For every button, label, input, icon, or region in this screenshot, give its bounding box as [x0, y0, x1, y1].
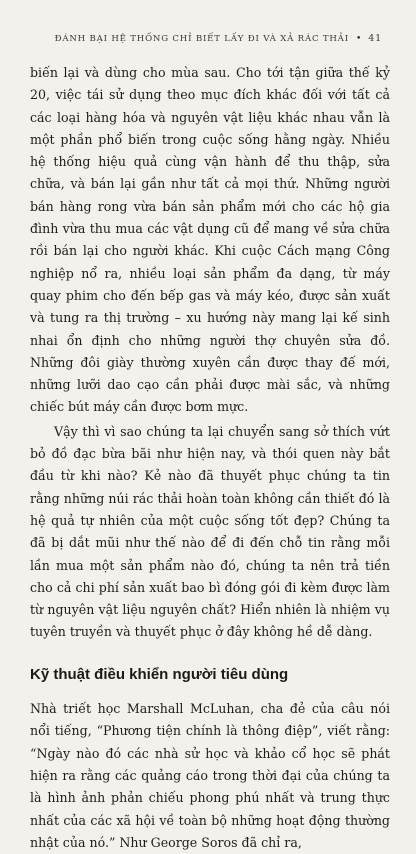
paragraph-continued: biến lại và dùng cho mùa sau. Cho tới tận giữa thế kỷ 20, việc tái sử dụng theo mục đích khác đối với tất cả các loại hàng hóa và nguyên vật liệu khác nhau vẫn là một phần phổ biến trong cuộc sống hằng ngày. Nhiều hệ thống hiệu quả cùng vận hành để thu thập, sửa chữa, và bán lại gần như tất cả mọi thứ. Những người bán hàng rong vừa bán sản phẩm mới cho các hộ gia đình vừa thu mua các vật dụng cũ để mang về sửa chữa rồi bán lại cho người khác. Khi cuộc Cách mạng Công nghiệp nổ ra, nhiều loại sản phẩm đa dạng, từ máy quay phim cho đến bếp gas và máy kéo, được sản xuất và tung ra thị trường – xu hướng này mang lại kế sinh nhai ổn định cho những người thợ chuyên sửa đồ. Những đôi giày thường xuyên cần được thay đế mới, những lưỡi dao cạo cần phải được mài sắc, và những chiếc bút máy cần được bơm mực.	[30, 65, 390, 415]
body-text	[30, 62, 390, 854]
running-title: ĐÁNH BẠI HỆ THỐNG CHỈ BIẾT LẤY ĐI VÀ XẢ RÁC THẢI	[54, 34, 349, 44]
section-heading: Kỹ thuật điều khiển người tiêu dùng	[30, 665, 289, 683]
section-paragraph: Nhà triết học Marshall McLuhan, cha đẻ của câu nói nổi tiếng, “Phương tiện chính là thông điệp”, viết rằng: “Ngày nào đó các nhà sử học và khảo cổ học sẽ phát hiện ra rằng các quảng cáo trong thời đại của chúng ta là hình ảnh phản chiếu phong phú nhất và trung thực nhất của các xã hội về toàn bộ những hoạt động thường nhật của nó.” Như George Soros đã chỉ ra,	[30, 701, 390, 850]
running-header	[30, 0, 390, 44]
page-number: 41	[368, 33, 382, 44]
header-bullet: •	[355, 33, 363, 44]
paragraph: Vậy thì vì sao chúng ta lại chuyển sang sở thích vứt bỏ đồ đạc bừa bãi như hiện nay, và thói quen này bắt đầu từ khi nào? Kẻ nào đã thuyết phục chúng ta tin rằng những núi rác thải hoàn toàn không cần thiết đó là hệ quả tự nhiên của một cuộc sống tốt đẹp? Chúng ta đã bị dắt mũi như thế nào để đi đến chỗ tin rằng mỗi lần mua một sản phẩm nào đó, chúng ta nên trả tiền cho cả chi phí sản xuất bao bì đóng gói đi kèm được làm từ nguyên vật liệu nguyên chất? Hiển nhiên là nhiệm vụ tuyên truyền và thuyết phục ở đây không hề dễ dàng.	[30, 423, 390, 640]
